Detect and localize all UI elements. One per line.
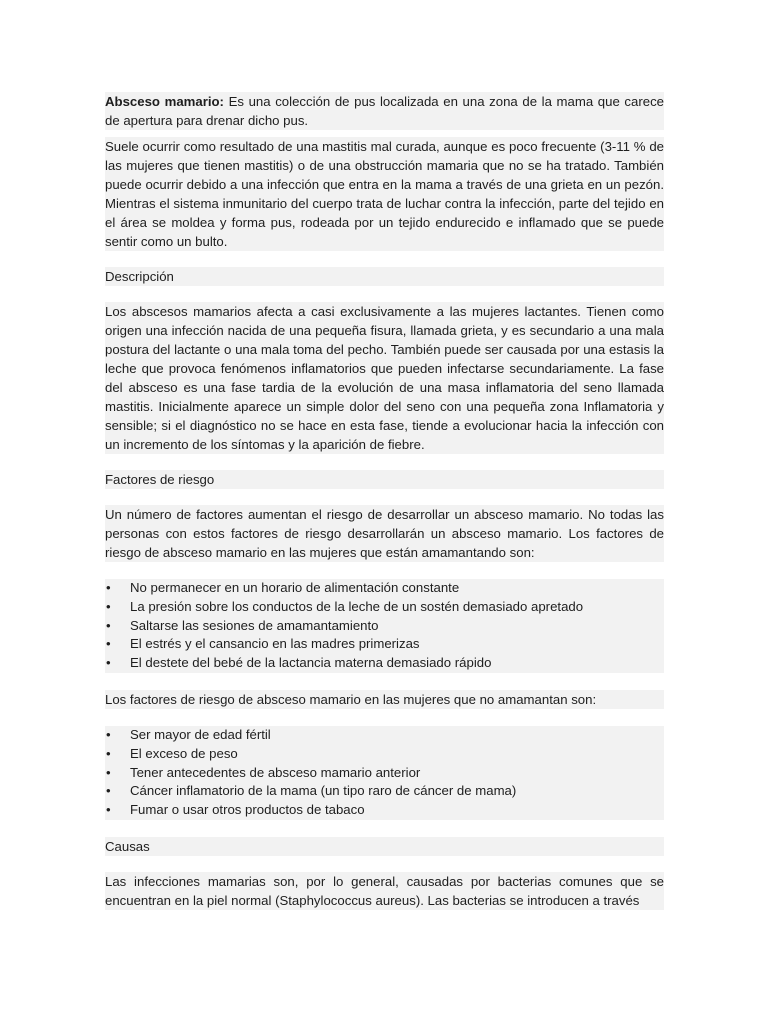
factores-paragraph: Un número de factores aumentan el riesgo de desarrollar un absceso mamario. No todas las personas con estos factores de riesgo desarrollarán un absceso mamario. Los factores de riesgo de absceso mamario en las mujeres que están amamantando son: (105, 507, 664, 560)
bullet-icon: • (106, 580, 111, 595)
document-page (105, 92, 664, 910)
bullet-icon: • (106, 636, 111, 652)
list-item: • El estrés y el cansancio en las madres primerizas (105, 635, 664, 654)
list-item: • Tener antecedentes de absceso mamario anterior (105, 764, 664, 783)
intro-definition (105, 92, 664, 130)
descripcion-paragraph-block (105, 302, 664, 454)
bullet-icon: • (106, 783, 111, 799)
bullet-icon: • (106, 655, 111, 671)
causas-heading-block (105, 837, 664, 856)
list-item: • Ser mayor de edad fértil (105, 726, 664, 745)
lactating-risk-list (105, 579, 664, 673)
section-heading-descripcion: Descripción (105, 269, 174, 284)
intro-paragraph: Suele ocurrir como resultado de una mastitis mal curada, aunque es poco frecuente (3-11 % de las mujeres que tienen mastitis) o de una obstrucción mamaria que no se ha tratado. También puede ocurrir debido a una infección que entra en la mama a través de una grieta en un pezón. Mientras el sistema inmunitario del cuerpo trata de luchar contra la infección, parte del tejido en el área se moldea y forma pus, rodeada por un tejido endurecido e inflamado que se puede sentir como un bulto. (105, 139, 664, 249)
descripcion-heading-block (105, 267, 664, 286)
list-item: • El destete del bebé de la lactancia materna demasiado rápido (105, 654, 664, 673)
list-item: • El exceso de peso (105, 745, 664, 764)
descripcion-paragraph: Los abscesos mamarios afecta a casi exclusivamente a las mujeres lactantes. Tienen como origen una infección nacida de una pequeña fisura, llamada grieta, y es secundario a una mala postura del lactante o una mala toma del pecho. También puede ser causada por una estasis la leche que provoca fenómenos inflamatorios que pueden infectarse secundariamente. La fase del absceso es una fase tardia de la evolución de una masa inflamatoria del seno llamada mastitis. Inicialmente aparece un simple dolor del seno con una pequeña zona Inflamatoria y sensible; si el diagnóstico no se hace en esta fase, tiende a evolucionar hacia la infección con un incremento de los síntomas y la aparición de fiebre. (105, 304, 664, 452)
non-lactating-intro: Los factores de riesgo de absceso mamario en las mujeres que no amamantan son: (105, 691, 597, 707)
non-lactating-intro-block (105, 690, 664, 709)
term-absceso-mamario: Absceso mamario: (105, 94, 224, 109)
bullet-icon: • (106, 802, 111, 818)
non-lactating-risk-list-block (105, 726, 664, 820)
causas-paragraph-block (105, 872, 664, 910)
bullet-icon: • (106, 598, 111, 614)
bullet-icon: • (106, 726, 111, 742)
factores-heading-block (105, 470, 664, 489)
list-item: • Saltarse las sesiones de amamantamiento (105, 617, 664, 636)
list-item: • No permanecer en un horario de alimentación constante (105, 579, 664, 598)
bullet-icon: • (106, 745, 111, 761)
bullet-icon: • (106, 764, 111, 780)
section-heading-causas: Causas (105, 838, 150, 854)
non-lactating-risk-list (105, 726, 664, 820)
definition-text: Es una colección de pus localizada en una zona de la mama que carece de apertura para drenar dicho pus. (105, 94, 665, 128)
lactating-risk-list-block (105, 579, 664, 673)
intro-definition-block (105, 92, 664, 130)
factores-paragraph-block (105, 505, 664, 562)
list-item: • La presión sobre los conductos de la leche de un sostén demasiado apretado (105, 598, 664, 617)
list-item: • Fumar o usar otros productos de tabaco (105, 801, 664, 820)
bullet-icon: • (106, 617, 111, 633)
list-item: • Cáncer inflamatorio de la mama (un tipo raro de cáncer de mama) (105, 782, 664, 801)
causas-paragraph: Las infecciones mamarias son, por lo general, causadas por bacterias comunes que se encuentran en la piel normal (Staphylococcus aureus). Las bacterias se introducen a través (105, 873, 664, 908)
intro-paragraph-block (105, 137, 664, 251)
section-heading-factores: Factores de riesgo (105, 472, 215, 487)
